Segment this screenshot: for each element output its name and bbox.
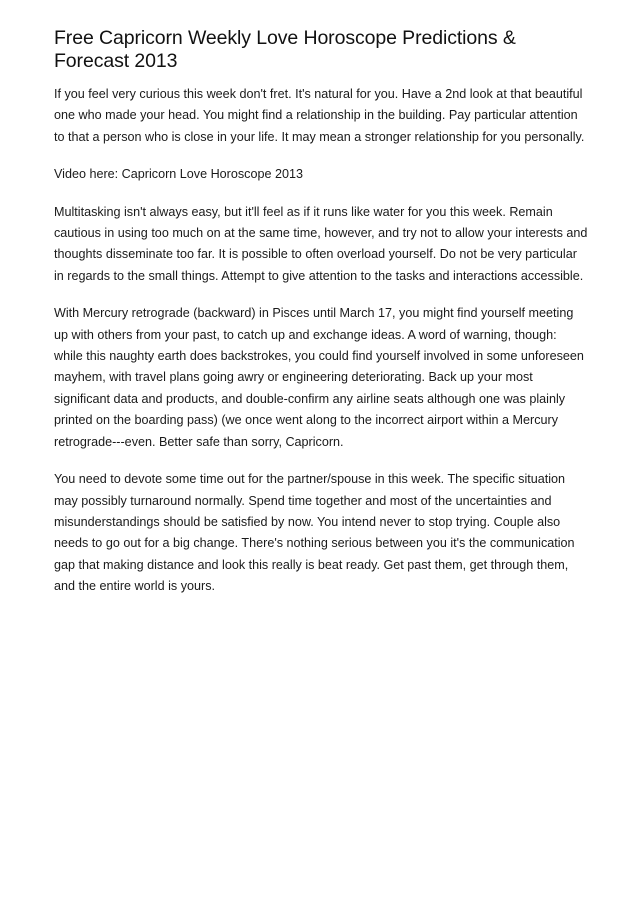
- paragraph-intro: If you feel very curious this week don't fret. It's natural for you. Have a 2nd look at that beautiful one who made your head. You might find a relationship in the building. Pay particular attention to that a person who is close in your life. It may mean a stronger relationship for you personally.: [54, 87, 585, 144]
- paragraph-partner: You need to devote some time out for the partner/spouse in this week. The specific situation may possibly turnaround normally. Spend time together and most of the uncertainties and misunderstandings should be satisfied by now. You intend never to stop trying. Couple also needs to go out for a big change. There's nothing serious between you it's the communication gap that making distance and look this really is beat ready. Get past them, get through them, and the entire world is yours.: [54, 472, 575, 594]
- paragraph-mercury: With Mercury retrograde (backward) in Pisces until March 17, you might find yourself meeting up with others from your past, to catch up and exchange ideas. A word of warning, though: while this naughty earth does backstrokes, you could find yourself involved in some unforeseen mayhem, with travel plans going awry or engineering deteriorating. Back up your most significant data and products, and double-confirm any airline seats although one was plainly printed on the boarding pass) (we once went along to the incorrect airport within a Mercury retrograde---even. Better safe than sorry, Capricorn.: [54, 306, 584, 449]
- document-title: Free Capricorn Weekly Love Horoscope Predictions & Forecast 2013: [54, 27, 516, 72]
- paragraph-video: Video here: Capricorn Love Horoscope 2013: [54, 167, 304, 182]
- paragraph-multitasking: Multitasking isn't always easy, but it'll feel as if it runs like water for you this week. Remain cautious in using too much on at the same time, however, and try not to allow your interests and thoughts disseminate too far. It is possible to often overload yourself. Do not be very particular in regards to the small things. Attempt to give attention to the tasks and interactions accessible.: [54, 204, 588, 283]
